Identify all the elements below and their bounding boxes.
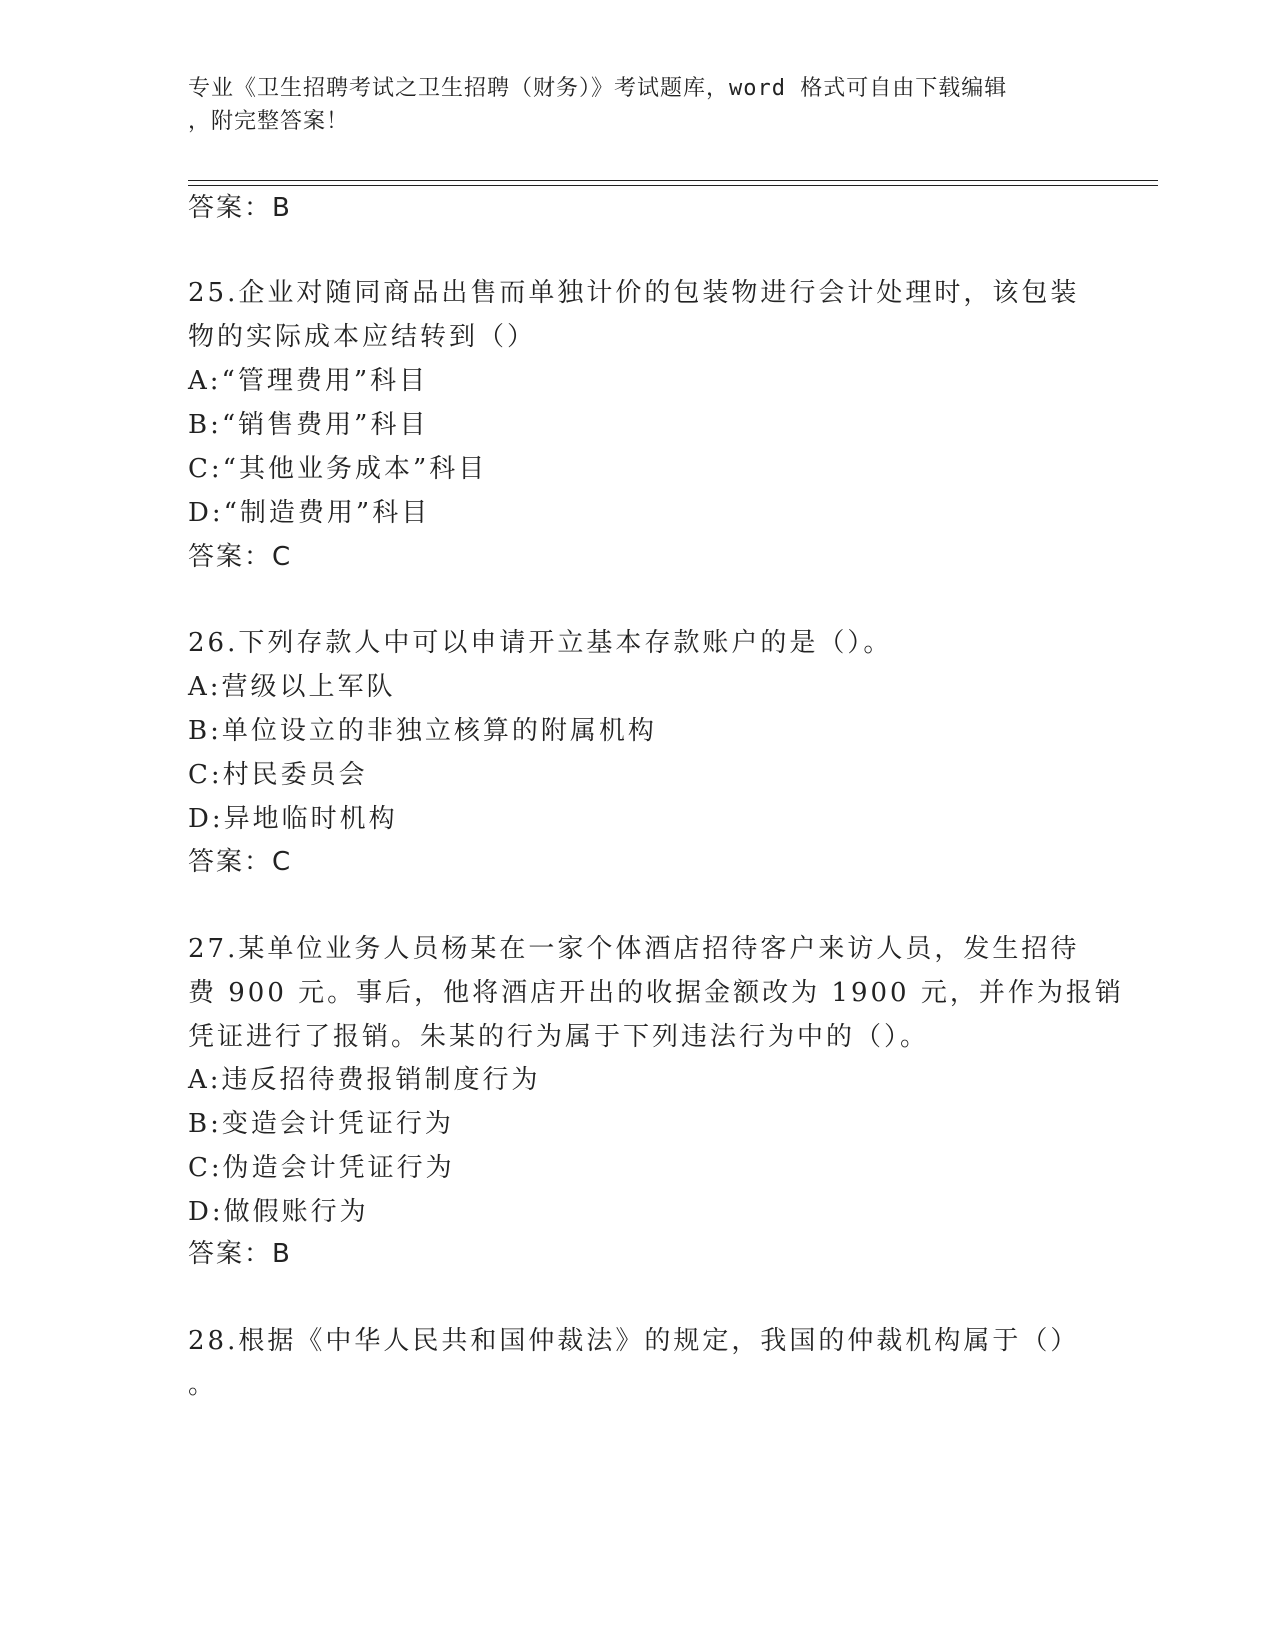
question-27-option-d: D:做假账行为: [188, 1197, 369, 1227]
question-25-stem-line-2: 物的实际成本应结转到（）: [188, 322, 537, 352]
question-26-option-a: A:营级以上军队: [188, 672, 396, 702]
answer-25: 答案：C: [188, 542, 293, 572]
question-27-option-c: C:伪造会计凭证行为: [188, 1153, 455, 1183]
question-27-option-b: B:变造会计凭证行为: [188, 1109, 454, 1139]
question-25-option-a: A:“管理费用”科目: [188, 366, 429, 396]
header-divider-top: [188, 180, 1158, 181]
question-28-stem-line-1: 28.根据《中华人民共和国仲裁法》的规定，我国的仲裁机构属于（）: [188, 1326, 1080, 1356]
answer-26: 答案：C: [188, 847, 293, 877]
question-26-stem-line-1: 26.下列存款人中可以申请开立基本存款账户的是（）。: [188, 628, 893, 658]
question-26-option-b: B:单位设立的非独立核算的附属机构: [188, 716, 657, 746]
answer-27: 答案：B: [188, 1239, 292, 1269]
header-line-1: 专业《卫生招聘考试之卫生招聘（财务）》考试题库，word 格式可自由下载编辑: [188, 76, 1008, 101]
question-26-option-c: C:村民委员会: [188, 760, 368, 790]
question-27-stem-line-2: 费 900 元。事后，他将酒店开出的收据金额改为 1900 元，并作为报销: [188, 978, 1124, 1008]
question-25-option-c: C:“其他业务成本”科目: [188, 454, 488, 484]
question-25-stem-line-1: 25.企业对随同商品出售而单独计价的包装物进行会计处理时，该包装: [188, 278, 1080, 308]
question-28-stem-line-2: 。: [188, 1370, 218, 1400]
document-header: [188, 72, 1088, 138]
answer-24: 答案：B: [188, 193, 292, 223]
question-27-option-a: A:违反招待费报销制度行为: [188, 1065, 541, 1095]
question-25-option-d: D:“制造费用”科目: [188, 498, 431, 528]
question-25-option-b: B:“销售费用”科目: [188, 410, 429, 440]
header-line-2: ，附完整答案！: [188, 109, 350, 134]
question-27-stem-line-3: 凭证进行了报销。朱某的行为属于下列违法行为中的（）。: [188, 1022, 930, 1052]
header-divider-bottom: [188, 185, 1158, 186]
question-27-stem-line-1: 27.某单位业务人员杨某在一家个体酒店招待客户来访人员，发生招待: [188, 934, 1080, 964]
question-26-option-d: D:异地临时机构: [188, 804, 398, 834]
